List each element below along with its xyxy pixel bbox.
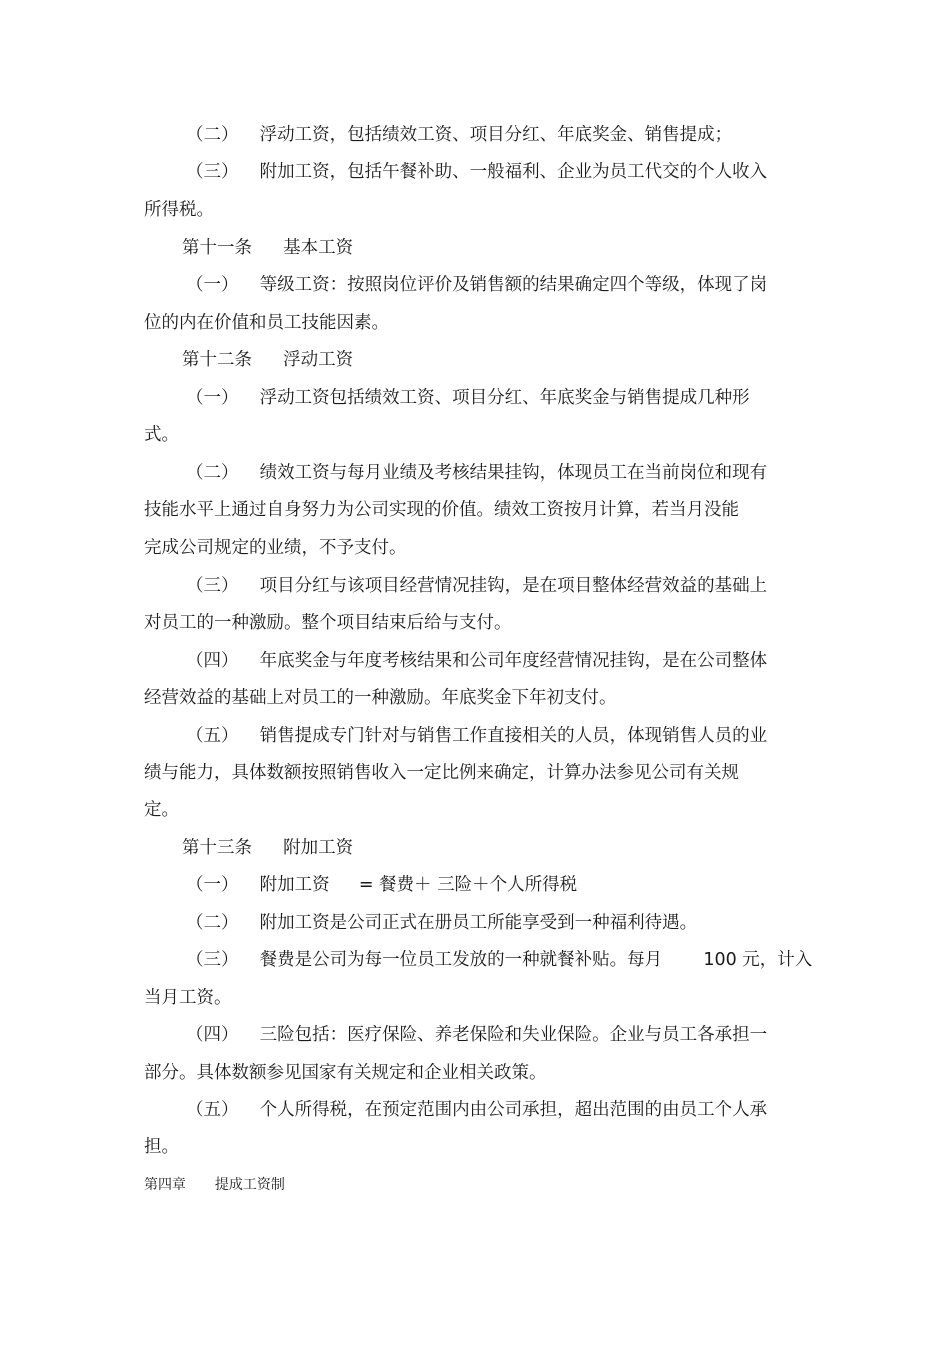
clause-number: （三） [186,950,239,970]
paragraph-line: 绩与能力，具体数额按照销售收入一定比例来确定，计算办法参见公司有关规 [144,763,739,783]
clause-number: （五） [186,726,239,746]
clause-text: 销售提成专门针对与销售工作直接相关的人员，体现销售人员的业 [259,726,768,746]
paragraph-line: 所得税。 [144,200,214,220]
paragraph-line: 担。 [144,1137,179,1157]
clause-text: 个人所得税，在预定范围内由公司承担，超出范围的由员工个人承 [259,1100,768,1120]
clause-text: 项目分红与该项目经营情况挂钩，是在项目整体经营效益的基础上 [259,576,768,596]
paragraph-line [186,650,767,672]
chapter-number: 第四章 [144,1177,186,1193]
clause-text: 三险包括：医疗保险、养老保险和失业保险。企业与员工各承担一 [259,1025,768,1045]
paragraph-line [186,124,732,146]
paragraph-line: 式。 [144,425,179,445]
article-number: 第十二条 [182,350,252,370]
clause-text: 绩效工资与每月业绩及考核结果挂钩，体现员工在当前岗位和现有 [259,463,768,483]
chapter-heading [144,1174,285,1196]
clause-number: （一） [186,875,239,895]
clause-number: （二） [186,913,239,933]
clause-text: 浮动工资，包括绩效工资、项目分红、年底奖金、销售提成； [259,125,733,145]
paragraph-line [186,575,767,597]
paragraph-line: 位的内在价值和员工技能因素。 [144,313,389,333]
formula-text: = 餐费＋ 三险＋个人所得税 [358,875,578,895]
clause-number: （四） [186,651,239,671]
paragraph-line [186,161,767,183]
clause-number: （一） [186,275,239,295]
clause-number: （二） [186,125,239,145]
paragraph-line: 完成公司规定的业绩，不予支付。 [144,538,407,558]
clause-number: （三） [186,576,239,596]
chapter-title: 提成工资制 [214,1177,285,1193]
article-number: 第十三条 [182,838,252,858]
article-heading [182,837,353,859]
clause-text: 浮动工资包括绩效工资、项目分红、年底奖金与销售提成几种形 [259,388,750,408]
clause-text: 等级工资：按照岗位评价及销售额的结果确定四个等级，体现了岗 [259,275,768,295]
paragraph-line [186,949,812,971]
clause-text: 年底奖金与年度考核结果和公司年度经营情况挂钩，是在公司整体 [259,651,768,671]
paragraph-line: 部分。具体数额参见国家有关规定和企业相关政策。 [144,1063,547,1083]
paragraph-line: 经营效益的基础上对员工的一种激励。年底奖金下年初支付。 [144,688,617,708]
paragraph-line [186,1024,767,1046]
article-title: 附加工资 [283,838,354,858]
clause-text: 附加工资，包括午餐补助、一般福利、企业为员工代交的个人收入 [259,162,768,182]
clause-text: 附加工资 [259,875,330,895]
paragraph-line [186,462,767,484]
paragraph-line [186,1099,767,1121]
article-title: 浮动工资 [283,350,354,370]
article-heading [182,237,353,259]
paragraph-line [186,387,750,409]
paragraph-line: 当月工资。 [144,988,232,1008]
paragraph-line: 对员工的一种激励。整个项目结束后给与支付。 [144,613,512,633]
clause-number: （一） [186,388,239,408]
paragraph-line [186,874,577,896]
paragraph-line: 技能水平上通过自身努力为公司实现的价值。绩效工资按月计算，若当月没能 [144,500,739,520]
clause-number: （三） [186,162,239,182]
paragraph-line [186,912,697,934]
clause-text: 餐费是公司为每一位员工发放的一种就餐补贴。每月 [259,950,663,970]
amount-text: 100 元，计入 [703,950,813,970]
article-heading [182,349,353,371]
clause-number: （五） [186,1100,239,1120]
clause-text: 附加工资是公司正式在册员工所能享受到一种福利待遇。 [259,913,698,933]
article-number: 第十一条 [182,238,252,258]
paragraph-line [186,274,767,296]
clause-number: （四） [186,1025,239,1045]
clause-number: （二） [186,463,239,483]
article-title: 基本工资 [283,238,354,258]
paragraph-line: 定。 [144,800,179,820]
paragraph-line [186,725,767,747]
